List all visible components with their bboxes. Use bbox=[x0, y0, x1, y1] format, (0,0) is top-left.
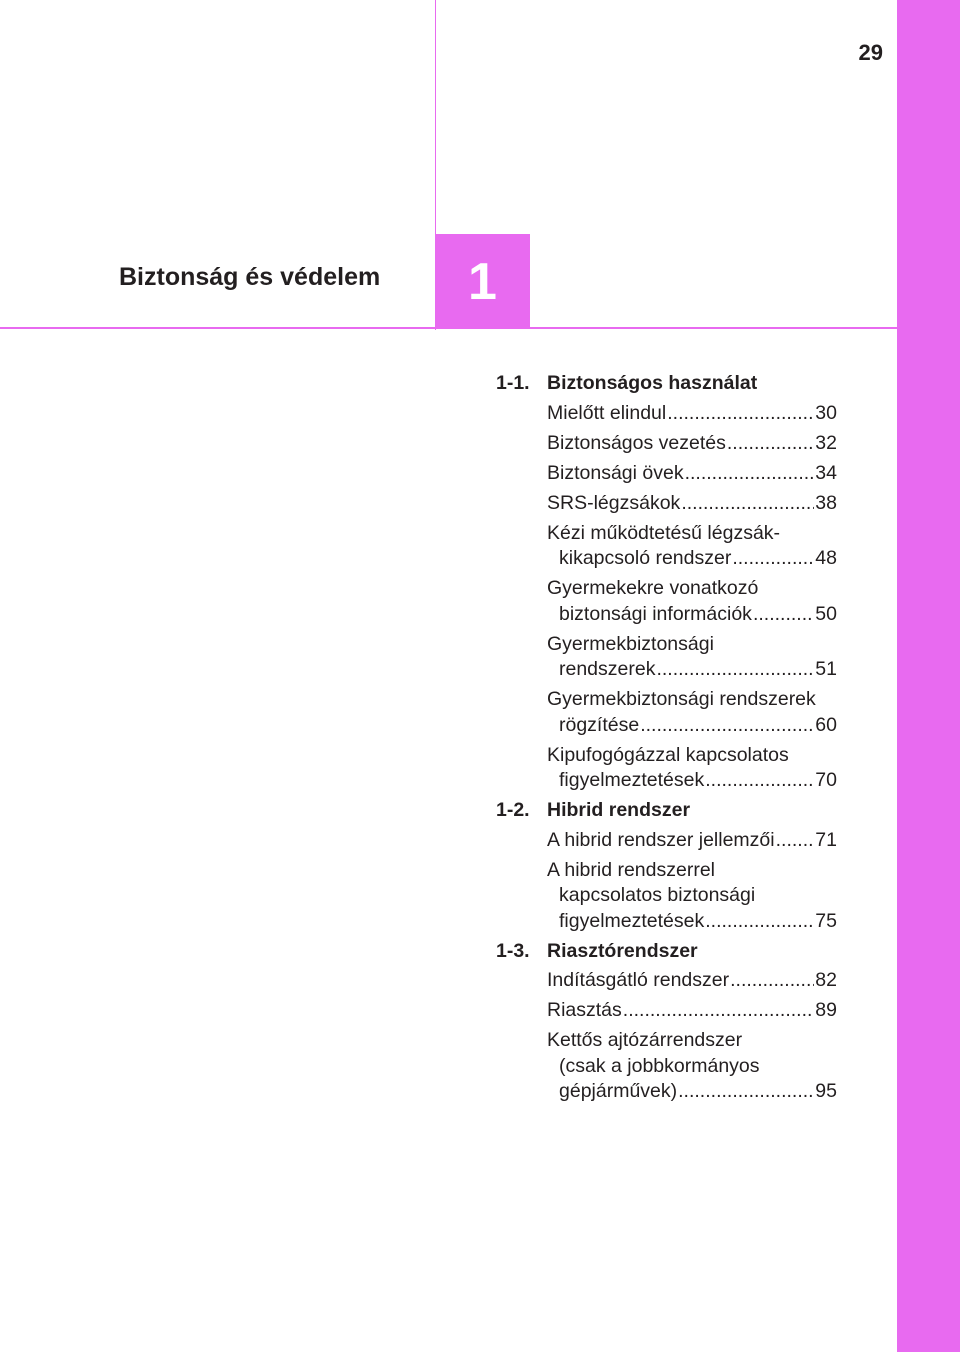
toc-entry-last-line bbox=[547, 998, 837, 1024]
dot-leader bbox=[640, 713, 814, 739]
toc-entry-text: Riasztás bbox=[547, 999, 622, 1021]
toc-entry-last-line bbox=[547, 657, 837, 683]
toc-entry[interactable] bbox=[547, 491, 837, 517]
toc-entry-line: Kézi működtetésű légzsák- bbox=[547, 521, 781, 544]
toc-entry-line: kapcsolatos biztonsági bbox=[559, 884, 756, 906]
toc-entry-line: Gyermekbiztonsági rendszerek bbox=[547, 688, 816, 710]
toc-entry-text: rögzítése bbox=[559, 713, 640, 736]
toc-entry-page-number: 60 bbox=[815, 713, 837, 736]
toc-entry-last-line bbox=[547, 768, 837, 794]
toc-entry[interactable] bbox=[547, 632, 837, 683]
dot-leader bbox=[681, 491, 814, 517]
toc-section-number: 1-2. bbox=[496, 799, 530, 821]
dot-leader bbox=[656, 657, 814, 683]
toc-entry-text: Biztonságos vezetés bbox=[547, 431, 726, 454]
dot-leader bbox=[678, 1079, 814, 1105]
dot-leader bbox=[732, 546, 814, 572]
toc-entry-page-number: 34 bbox=[815, 461, 837, 484]
toc-section bbox=[496, 798, 837, 934]
toc-entry-last-line bbox=[547, 401, 837, 427]
toc-entry-line: Gyermekbiztonsági bbox=[547, 632, 714, 655]
toc-entry[interactable] bbox=[547, 828, 837, 854]
toc-section bbox=[496, 371, 837, 794]
toc-entry[interactable] bbox=[547, 743, 837, 794]
chapter-number-badge bbox=[435, 234, 530, 329]
dot-leader bbox=[685, 461, 815, 487]
toc-section-title: Hibrid rendszer bbox=[547, 799, 691, 821]
toc-entry[interactable] bbox=[547, 968, 837, 994]
chapter-number: 1 bbox=[468, 252, 497, 311]
toc-entry-page-number: 95 bbox=[815, 1080, 837, 1102]
dot-leader bbox=[753, 602, 814, 628]
dot-leader bbox=[727, 431, 814, 457]
toc-entry-last-line bbox=[547, 828, 837, 854]
toc-entry-last-line bbox=[547, 909, 837, 935]
toc-entry-text: kikapcsoló rendszer bbox=[559, 547, 732, 569]
toc-entry-page-number: 70 bbox=[815, 769, 837, 791]
toc-section-heading[interactable] bbox=[496, 939, 837, 965]
dot-leader bbox=[705, 768, 814, 794]
table-of-contents bbox=[496, 371, 837, 1109]
dot-leader bbox=[705, 909, 814, 935]
toc-entry-line: A hibrid rendszerrel bbox=[547, 858, 715, 881]
toc-entry-page-number: 50 bbox=[815, 602, 837, 625]
toc-entry-last-line bbox=[547, 546, 837, 572]
dot-leader bbox=[623, 998, 815, 1024]
toc-entry-line: Kipufogógázzal kapcsolatos bbox=[547, 743, 789, 766]
dot-leader bbox=[667, 401, 814, 427]
toc-section-number: 1-3. bbox=[496, 939, 530, 962]
toc-section-heading[interactable] bbox=[496, 798, 837, 824]
toc-entry-text: gépjárművek) bbox=[559, 1080, 678, 1102]
toc-entry-last-line bbox=[547, 602, 837, 628]
toc-entry-last-line bbox=[547, 1079, 837, 1105]
toc-section-number: 1-1. bbox=[496, 372, 530, 394]
toc-entry-line: (csak a jobbkormányos bbox=[559, 1054, 760, 1077]
toc-entry[interactable] bbox=[547, 401, 837, 427]
toc-entry-page-number: 75 bbox=[815, 909, 837, 932]
toc-entry-text: SRS-légzsákok bbox=[547, 491, 681, 514]
toc-entry-text: figyelmeztetések bbox=[559, 909, 705, 932]
toc-entry[interactable] bbox=[547, 431, 837, 457]
toc-entry-page-number: 30 bbox=[815, 401, 837, 424]
toc-entry-text: Biztonsági övek bbox=[547, 461, 684, 484]
toc-entry-last-line bbox=[547, 968, 837, 994]
toc-section-heading[interactable] bbox=[496, 371, 837, 397]
toc-entry-page-number: 71 bbox=[815, 828, 837, 851]
toc-entry-page-number: 82 bbox=[815, 969, 837, 991]
toc-entry[interactable] bbox=[547, 1028, 837, 1105]
toc-entry-last-line bbox=[547, 461, 837, 487]
chapter-edge-tab bbox=[897, 0, 960, 1352]
toc-entry-last-line bbox=[547, 431, 837, 457]
toc-section bbox=[496, 939, 837, 1105]
toc-entry-page-number: 51 bbox=[815, 658, 837, 680]
toc-entry-line: Gyermekekre vonatkozó bbox=[547, 577, 759, 599]
toc-entry-page-number: 38 bbox=[815, 491, 837, 514]
toc-entry-text: Indításgátló rendszer bbox=[547, 969, 730, 991]
toc-entry-page-number: 48 bbox=[815, 547, 837, 569]
toc-entry-page-number: 32 bbox=[815, 431, 837, 454]
toc-entry[interactable] bbox=[547, 576, 837, 627]
toc-entry[interactable] bbox=[547, 858, 837, 935]
toc-entry-last-line bbox=[547, 713, 837, 739]
toc-section-title: Biztonságos használat bbox=[547, 372, 758, 394]
page-number: 29 bbox=[858, 40, 883, 65]
toc-entry-last-line bbox=[547, 491, 837, 517]
toc-entry[interactable] bbox=[547, 687, 837, 738]
toc-entry-text: Mielőtt elindul bbox=[547, 401, 667, 424]
dot-leader bbox=[776, 828, 815, 854]
dot-leader bbox=[730, 968, 814, 994]
toc-entry-text: figyelmeztetések bbox=[559, 769, 705, 791]
toc-entry-text: A hibrid rendszer jellemzői bbox=[547, 828, 775, 851]
toc-section-title: Riasztórendszer bbox=[547, 939, 698, 962]
chapter-title: Biztonság és védelem bbox=[119, 263, 381, 291]
toc-entry[interactable] bbox=[547, 521, 837, 572]
toc-entry[interactable] bbox=[547, 998, 837, 1024]
toc-entry-line: Kettős ajtózárrendszer bbox=[547, 1029, 743, 1051]
toc-entry[interactable] bbox=[547, 461, 837, 487]
toc-entry-page-number: 89 bbox=[815, 999, 837, 1021]
toc-entry-text: biztonsági információk bbox=[559, 602, 752, 625]
toc-entry-text: rendszerek bbox=[559, 658, 656, 680]
